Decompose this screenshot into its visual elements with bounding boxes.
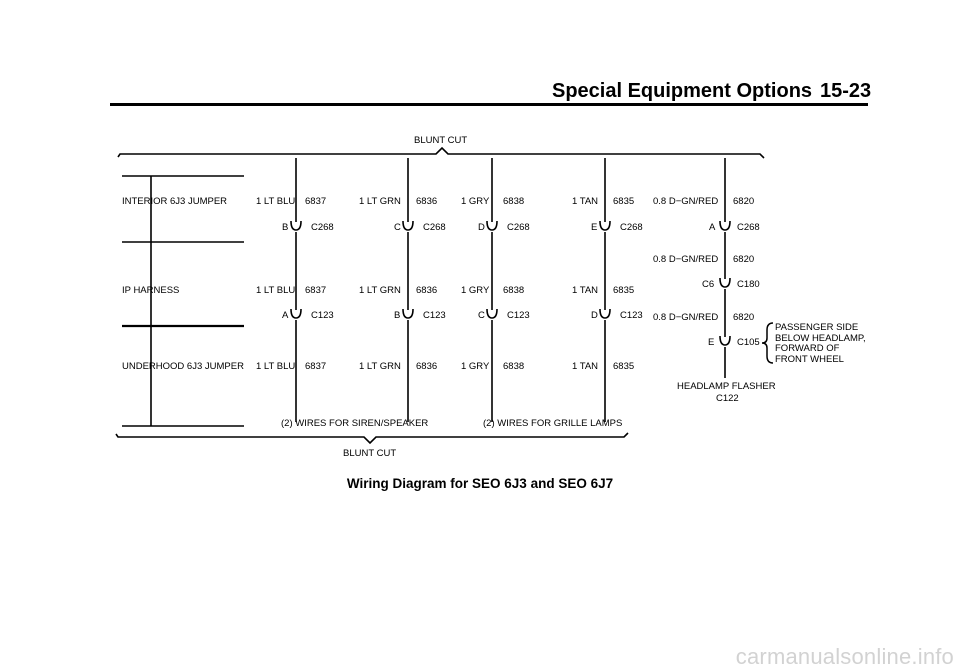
wire-0-connector-1: C268 bbox=[311, 222, 334, 233]
connector-1-c268-icon bbox=[403, 221, 413, 230]
wire-0-pin-1: B bbox=[282, 222, 289, 233]
top-blunt-cut-bracket bbox=[118, 148, 764, 158]
row-label-1: IP HARNESS bbox=[122, 285, 180, 296]
connector-3-c268-icon bbox=[600, 221, 610, 230]
wire-1-gauge-2: 1 LT GRN bbox=[359, 361, 401, 372]
flasher-c268-connector-icon bbox=[720, 221, 730, 230]
flasher-pin-1: A bbox=[709, 222, 716, 233]
headlamp-flasher-label: HEADLAMP FLASHER bbox=[677, 381, 776, 392]
wire-0-circuit-0: 6837 bbox=[305, 196, 327, 207]
flasher-gauge-2: 0.8 D−GN/RED bbox=[653, 312, 719, 323]
wire-1-gauge-0: 1 LT GRN bbox=[359, 196, 401, 207]
wire-2-connector-1: C268 bbox=[507, 222, 530, 233]
wire-2-circuit-1: 6838 bbox=[503, 285, 525, 296]
group-grille-lamps-label: (2) WIRES FOR GRILLE LAMPS bbox=[483, 418, 623, 429]
wire-0-connector-2: C123 bbox=[311, 310, 334, 321]
row-label-0: INTERIOR 6J3 JUMPER bbox=[122, 196, 228, 207]
connector-3-c123-icon bbox=[600, 309, 610, 318]
figure-caption: Wiring Diagram for SEO 6J3 and SEO 6J7 bbox=[346, 476, 614, 491]
flasher-connector-3: C105 bbox=[737, 337, 760, 348]
flasher-connector-1: C268 bbox=[737, 222, 760, 233]
flasher-connector-2: C180 bbox=[737, 279, 760, 290]
group-siren-speaker-label: (2) WIRES FOR SIREN/SPEAKER bbox=[281, 418, 429, 429]
wire-3-pin-2: D bbox=[591, 310, 598, 321]
flasher-gauge-1: 0.8 D−GN/RED bbox=[653, 254, 719, 265]
wire-3-circuit-2: 6835 bbox=[613, 361, 635, 372]
location-line-3: FRONT WHEEL bbox=[775, 353, 844, 365]
wire-1-gauge-1: 1 LT GRN bbox=[359, 285, 401, 296]
wire-0-gauge-0: 1 LT BLU bbox=[256, 196, 296, 207]
watermark: carmanualsonline.info bbox=[735, 644, 954, 669]
wire-2-circuit-2: 6838 bbox=[503, 361, 525, 372]
wire-3-gauge-1: 1 TAN bbox=[572, 285, 599, 296]
row-label-2: UNDERHOOD 6J3 JUMPER bbox=[122, 361, 244, 372]
top-blunt-cut-label: BLUNT CUT bbox=[414, 135, 468, 146]
bottom-blunt-cut-label: BLUNT CUT bbox=[343, 448, 397, 459]
wire-3-gauge-2: 1 TAN bbox=[572, 361, 599, 372]
wire-2-gauge-1: 1 GRY bbox=[461, 285, 490, 296]
wire-0-gauge-2: 1 LT BLU bbox=[256, 361, 296, 372]
connector-2-c123-icon bbox=[487, 309, 497, 318]
wire-0-pin-2: A bbox=[282, 310, 289, 321]
flasher-pin-3: E bbox=[708, 337, 715, 348]
wire-3-circuit-0: 6835 bbox=[613, 196, 635, 207]
location-brace bbox=[762, 323, 773, 363]
connector-0-c268-icon bbox=[291, 221, 301, 230]
wire-1-circuit-0: 6836 bbox=[416, 196, 438, 207]
flasher-pin-2: C6 bbox=[702, 279, 715, 290]
flasher-circuit-1: 6820 bbox=[733, 254, 755, 265]
connector-2-c268-icon bbox=[487, 221, 497, 230]
connector-0-c123-icon bbox=[291, 309, 301, 318]
wire-0-circuit-2: 6837 bbox=[305, 361, 327, 372]
wire-0-gauge-1: 1 LT BLU bbox=[256, 285, 296, 296]
flasher-circuit-0: 6820 bbox=[733, 196, 755, 207]
page-number: 15-23 bbox=[820, 80, 872, 102]
wire-2-gauge-0: 1 GRY bbox=[461, 196, 490, 207]
connector-1-c123-icon bbox=[403, 309, 413, 318]
bottom-blunt-cut-bracket bbox=[116, 433, 628, 443]
wire-3-connector-2: C123 bbox=[620, 310, 643, 321]
wire-2-gauge-2: 1 GRY bbox=[461, 361, 490, 372]
wire-1-circuit-2: 6836 bbox=[416, 361, 438, 372]
location-line-1: BELOW HEADLAMP, bbox=[775, 332, 866, 344]
wire-3-connector-1: C268 bbox=[620, 222, 643, 233]
wire-0-circuit-1: 6837 bbox=[305, 285, 327, 296]
wire-1-connector-1: C268 bbox=[423, 222, 446, 233]
wire-3-gauge-0: 1 TAN bbox=[572, 196, 599, 207]
wire-2-connector-2: C123 bbox=[507, 310, 530, 321]
section-title: Special Equipment Options bbox=[552, 80, 813, 102]
flasher-gauge-0: 0.8 D−GN/RED bbox=[653, 196, 719, 207]
wire-1-connector-2: C123 bbox=[423, 310, 446, 321]
flasher-circuit-2: 6820 bbox=[733, 312, 755, 323]
headlamp-flasher-connector: C122 bbox=[716, 393, 739, 404]
location-line-0: PASSENGER SIDE bbox=[775, 322, 859, 333]
flasher-c180-connector-icon bbox=[720, 278, 730, 287]
wire-3-pin-1: E bbox=[591, 222, 598, 233]
wire-2-pin-1: D bbox=[478, 222, 485, 233]
flasher-c105-connector-icon bbox=[720, 336, 730, 345]
wire-1-pin-1: C bbox=[394, 222, 401, 233]
wire-1-circuit-1: 6836 bbox=[416, 285, 438, 296]
wire-1-pin-2: B bbox=[394, 310, 401, 321]
wire-2-pin-2: C bbox=[478, 310, 485, 321]
location-line-2: FORWARD OF bbox=[775, 343, 840, 354]
wire-3-circuit-1: 6835 bbox=[613, 285, 635, 296]
wire-2-circuit-0: 6838 bbox=[503, 196, 525, 207]
